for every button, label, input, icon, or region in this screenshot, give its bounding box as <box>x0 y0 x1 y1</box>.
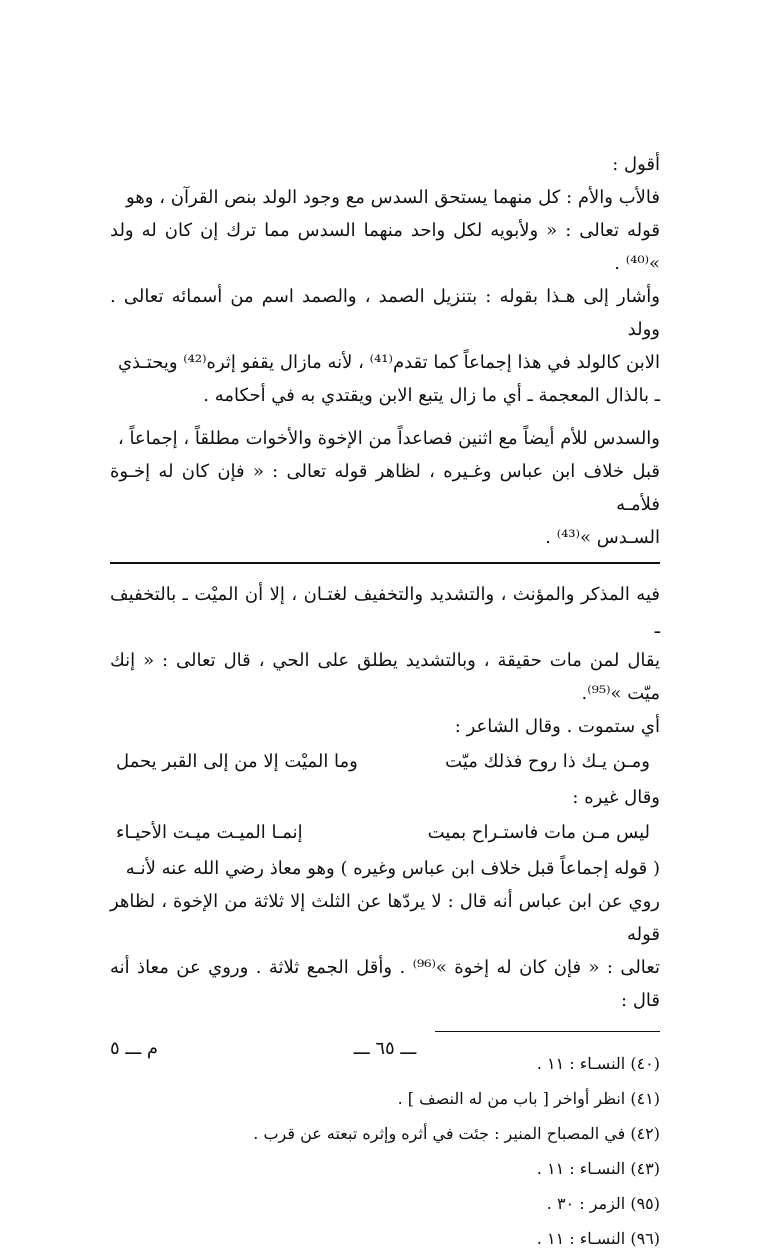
main-divider <box>110 562 660 564</box>
text-line: تعالى : « فإن كان له إخوة »⁽⁹⁶⁾ . وأقل الجمع ثلاثة . وروي عن معاذ أنه قال : <box>110 957 660 1011</box>
commentary-section <box>110 578 660 1017</box>
verse-hemistich-right: ليس مـن مات فاستـراح بميت <box>427 822 650 843</box>
footnote: (٩٥) الزمر : ٣٠ . <box>546 1194 660 1213</box>
text-line: فالأب والأم : كل منهما يستحق السدس مع وجود الولد بنص القرآن ، وهو <box>125 187 660 208</box>
text-line: يقال لمن مات حقيقة ، وبالتشديد يطلق على الحي ، قال تعالى : « إنك ميّت »⁽⁹⁵⁾. <box>110 650 660 704</box>
text-line: والسدس للأم أيضاً مع اثنين فصاعداً من الإخوة والأخوات مطلقاً ، إجماعاً ، <box>117 428 660 449</box>
text-line: وأشار إلى هـذا بقوله : بتنزيل الصمد ، والصمد اسم من أسمائه تعالى . وولد <box>110 286 660 340</box>
page-number: ـــ ٦٥ ـــ <box>353 1038 417 1059</box>
text-line: الابن كالولد في هذا إجماعاً كما تقدم⁽⁴¹⁾ ، لأنه مازال يقفو إثره⁽⁴²⁾ ويحتـذي <box>117 352 660 373</box>
text-line: ـ بالذال المعجمة ـ أي ما زال يتبع الابن ويقتدي به في أحكامه . <box>203 385 660 406</box>
footnotes <box>110 1046 660 1256</box>
main-paragraph-1 <box>110 181 660 412</box>
footnote: (٤٣) النسـاء : ١١ . <box>536 1159 660 1178</box>
verse-hemistich-left: إنمـا الميـت ميـت الأحيـاء <box>116 822 303 843</box>
verse-hemistich-left: وما الميْت إلا من إلى القبر يحمل <box>116 751 358 772</box>
paragraph-gap <box>110 412 660 422</box>
main-heading: أقول : <box>612 154 660 175</box>
text-line: فيه المذكر والمؤنث ، والتشديد والتخفيف لغتـان ، إلا أن الميْت ـ بالتخفيف ـ <box>110 584 660 638</box>
text-line: أي ستموت . وقال الشاعر : <box>454 716 660 737</box>
text-line: قبل خلاف ابن عباس وغـيره ، لظاهر قوله تعالى : « فإن كان له إخـوة فلأمـه <box>110 461 661 515</box>
text-line: السـدس »⁽⁴³⁾ . <box>545 527 660 548</box>
text-line: وقال غيره : <box>572 787 660 808</box>
text-line: روي عن ابن عباس أنه قال : لا يردّها عن الثلث إلا ثلاثة من الإخوة ، لظاهر قوله <box>110 891 660 945</box>
footnote: (٤٢) في المصباح المنير : جئت في أثره وإثره تبعته عن قرب . <box>253 1124 660 1143</box>
verse-hemistich-right: ومـن يـك ذا روح فذلك ميّت <box>445 751 650 772</box>
page-footer <box>110 1038 660 1068</box>
footnote: (٩٦) النسـاء : ١١ . <box>536 1229 660 1248</box>
poem-verse-1 <box>110 743 660 781</box>
main-paragraph-2 <box>110 422 660 554</box>
footnote: (٤١) انظر أواخر [ باب من له النصف ] . <box>397 1089 660 1108</box>
page-body <box>110 148 660 1256</box>
text-line: ( قوله إجماعاً قبل خلاف ابن عباس وغيره ) وهو معاذ رضي الله عنه لأنـه <box>125 858 660 879</box>
text-line: قوله تعالى : « ولأبويه لكل واحد منهما السدس مما ترك إن كان له ولد »⁽⁴⁰⁾ . <box>110 220 660 274</box>
footnote: (٤٠) النسـاء : ١١ . <box>536 1054 660 1073</box>
signature-mark: م ـــ ٥ <box>110 1038 159 1059</box>
poem-verse-2 <box>110 814 660 852</box>
footnote-divider <box>435 1031 660 1032</box>
